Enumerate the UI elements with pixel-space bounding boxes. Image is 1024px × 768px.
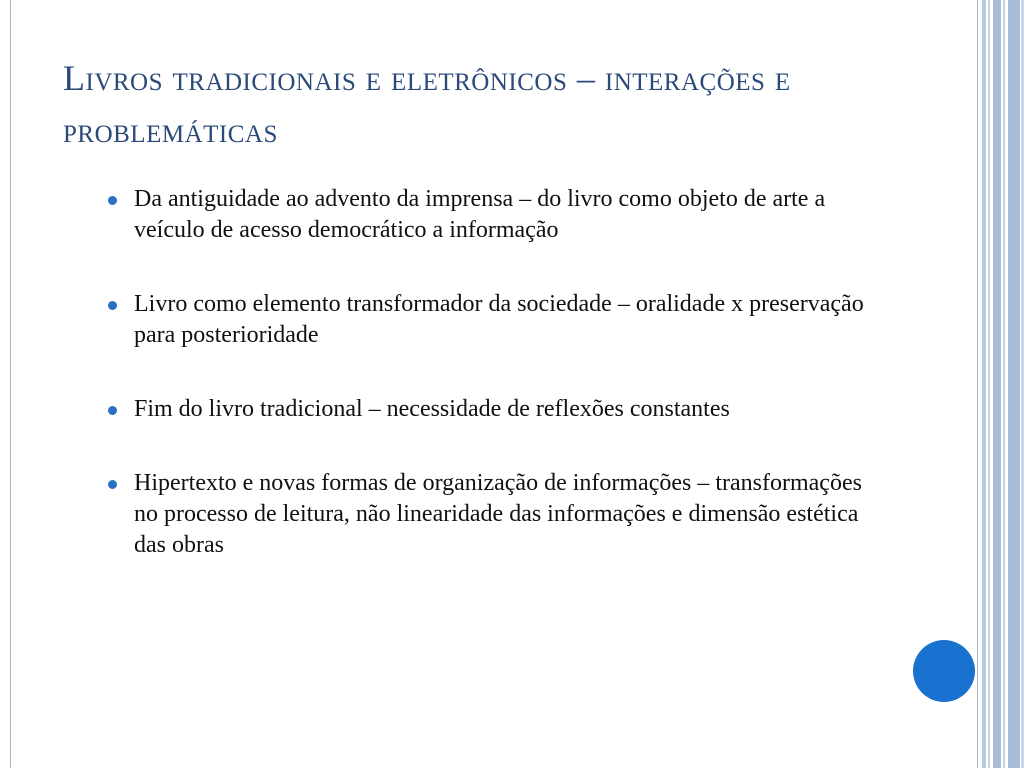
bullet-dot-icon <box>108 196 117 205</box>
bullet-item <box>108 184 868 246</box>
slide-title: Livros tradicionais e eletrônicos – interações e problemáticas <box>63 58 791 150</box>
right-edge-stripe <box>993 0 1001 768</box>
right-edge-stripe <box>988 0 990 768</box>
right-edge-stripe <box>1008 0 1020 768</box>
right-edge-stripe <box>982 0 986 768</box>
bullet-text: Hipertexto e novas formas de organização de informações – transformações no processo de leitura, não linearidade das informações e dimensão estética das obras <box>134 470 862 558</box>
right-edge-stripe <box>977 0 978 768</box>
bullet-text: Fim do livro tradicional – necessidade de reflexões constantes <box>134 396 730 422</box>
bullet-dot-icon <box>108 480 117 489</box>
bullet-text: Livro como elemento transformador da sociedade – oralidade x preservação para posterioridade <box>134 291 864 348</box>
bullet-text: Da antiguidade ao advento da imprensa – do livro como objeto de arte a veículo de acesso democrático a informação <box>134 186 826 243</box>
bullet-list <box>108 184 868 561</box>
bullet-dot-icon <box>108 301 117 310</box>
left-frame-line <box>10 0 11 768</box>
decorative-circle-icon <box>913 640 975 702</box>
bullet-item <box>108 468 868 561</box>
right-edge-stripe <box>1003 0 1005 768</box>
bullet-item <box>108 289 868 351</box>
bullet-item <box>108 394 868 425</box>
bullet-dot-icon <box>108 406 117 415</box>
